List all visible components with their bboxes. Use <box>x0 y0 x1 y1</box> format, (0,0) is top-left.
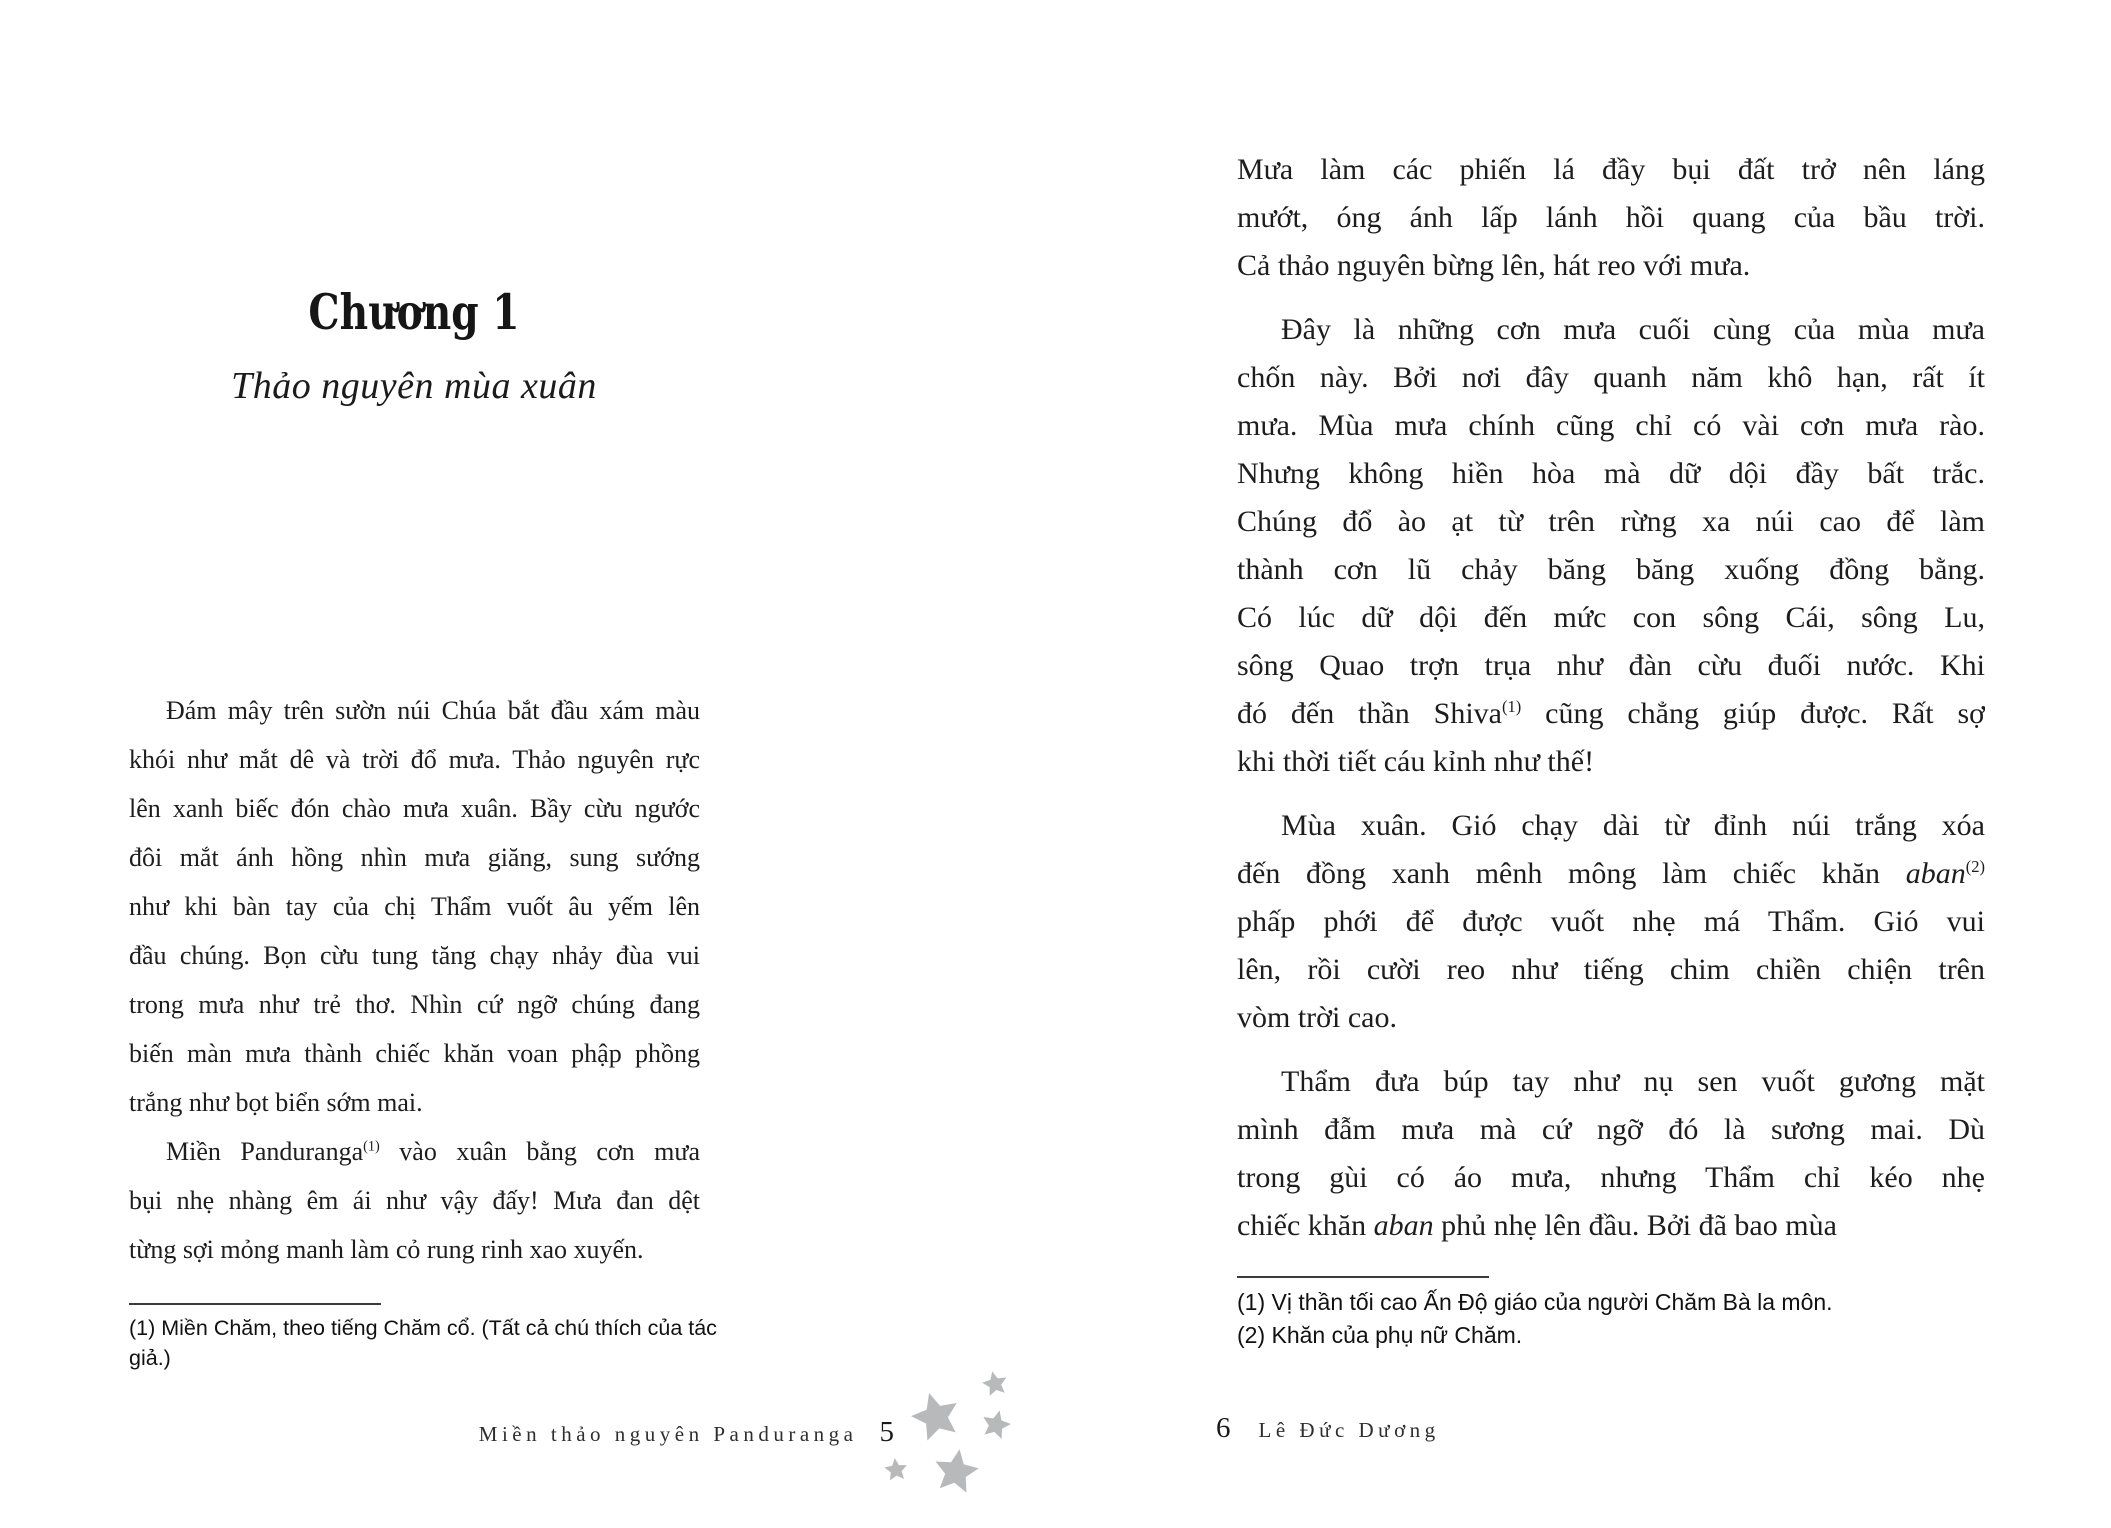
text-line: đó đến thần Shiva$^{(1)}$ cũng chẳng giúp được. Rất sợ <box>1237 697 1985 730</box>
text-line: lên, rồi cười reo như tiếng chim chiền chiện trên <box>1237 953 1985 986</box>
text-line: khi thời tiết cáu kỉnh như thế! <box>1237 745 1595 778</box>
text-line: đến đồng xanh mênh mông làm chiếc khăn aban$^{(2)}$ <box>1237 857 1985 890</box>
text-line: trong mưa như trẻ thơ. Nhìn cứ ngỡ chúng đang <box>129 990 700 1019</box>
chapter-subtitle: Thảo nguyên mùa xuân <box>231 365 597 407</box>
footnote-block-left <box>129 1313 749 1373</box>
star-icon <box>883 1457 908 1481</box>
text-line: Cả thảo nguyên bừng lên, hát reo với mưa. <box>1237 249 1751 282</box>
text-line: từng sợi mỏng manh làm cỏ rung rinh xao xuyến. <box>129 1235 644 1264</box>
text-line: biến màn mưa thành chiếc khăn voan phập phồng <box>129 1039 700 1068</box>
text-line: đôi mắt ánh hồng nhìn mưa giăng, sung sướng <box>129 843 700 872</box>
paragraph <box>1237 802 1985 1042</box>
text-line: Đây là những cơn mưa cuối cùng của mùa mưa <box>1281 313 1985 346</box>
paragraph <box>129 686 700 1127</box>
text-line: Đám mây trên sườn núi Chúa bắt đầu xám màu <box>166 696 700 725</box>
text-line: bụi nhẹ nhàng êm ái như vậy đấy! Mưa đan dệt <box>129 1186 700 1215</box>
page-number-left: 5 <box>879 1416 894 1448</box>
footnote: (1) Vị thần tối cao Ấn Độ giáo của người Chăm Bà la môn. <box>1237 1289 1833 1315</box>
page-number-right: 6 <box>1216 1412 1231 1444</box>
text-line: trong gùi có áo mưa, nhưng Thẩm chỉ kéo nhẹ <box>1237 1161 1985 1194</box>
text-line: Miền Panduranga$^{(1)}$ vào xuân bằng cơn mưa <box>166 1137 700 1166</box>
text-line: trắng như bọt biển sớm mai. <box>129 1088 423 1117</box>
text-line: vòm trời cao. <box>1237 1001 1397 1034</box>
star-icon <box>980 1369 1009 1397</box>
footnote: (1) Miền Chăm, theo tiếng Chăm cổ. (Tất cả chú thích của tác giả.) <box>129 1316 717 1370</box>
page-footer-right <box>1216 1412 1440 1445</box>
footnote: (2) Khăn của phụ nữ Chăm. <box>1237 1322 1523 1348</box>
body-text-right <box>1237 146 1985 1250</box>
star-icon <box>931 1446 981 1494</box>
star-icon <box>906 1386 964 1443</box>
author-name: Lê Đức Dương <box>1258 1418 1440 1442</box>
text-line: Có lúc dữ dội đến mức con sông Cái, sông Lu, <box>1237 601 1985 634</box>
running-title: Miền thảo nguyên Panduranga <box>478 1422 858 1446</box>
body-text-left <box>129 686 700 1274</box>
text-line: thành cơn lũ chảy băng băng xuống đồng bằng. <box>1237 553 1985 586</box>
text-line: đầu chúng. Bọn cừu tung tăng chạy nhảy đùa vui <box>129 941 700 970</box>
chapter-header <box>128 283 700 341</box>
text-line: Mùa xuân. Gió chạy dài từ đỉnh núi trắng xóa <box>1281 809 1985 842</box>
text-line: chốn này. Bởi nơi đây quanh năm khô hạn, rất ít <box>1237 361 1985 394</box>
text-line: chiếc khăn aban phủ nhẹ lên đầu. Bởi đã bao mùa <box>1237 1209 1837 1242</box>
star-decoration <box>858 1358 1048 1520</box>
paragraph <box>1237 1058 1985 1250</box>
paragraph <box>1237 306 1985 786</box>
paragraph <box>1237 146 1985 290</box>
star-icon <box>979 1407 1013 1440</box>
page-footer-left <box>128 1416 894 1449</box>
text-line: Chúng đổ ào ạt từ trên rừng xa núi cao để làm <box>1237 505 1985 538</box>
chapter-title: Chương 1 <box>308 283 520 341</box>
text-line: Mưa làm các phiến lá đầy bụi đất trở nên láng <box>1237 153 1985 186</box>
text-line: như khi bàn tay của chị Thẩm vuốt âu yếm lên <box>129 892 700 921</box>
text-line: mình đẫm mưa mà cứ ngỡ đó là sương mai. Dù <box>1237 1113 1985 1146</box>
text-line: lên xanh biếc đón chào mưa xuân. Bầy cừu ngước <box>129 794 700 823</box>
text-line: mưa. Mùa mưa chính cũng chỉ có vài cơn mưa rào. <box>1237 409 1985 442</box>
footnote-rule <box>1237 1276 1489 1278</box>
footnote-rule <box>129 1303 381 1305</box>
text-line: mướt, óng ánh lấp lánh hồi quang của bầu trời. <box>1237 201 1985 234</box>
paragraph <box>129 1127 700 1274</box>
text-line: sông Quao trợn trụa như đàn cừu đuối nước. Khi <box>1237 649 1985 682</box>
text-line: Nhưng không hiền hòa mà dữ dội đầy bất trắc. <box>1237 457 1985 490</box>
footnote-block-right <box>1237 1286 1985 1352</box>
text-line: Thẩm đưa búp tay như nụ sen vuốt gương mặt <box>1281 1065 1985 1098</box>
text-line: phấp phới để được vuốt nhẹ má Thẩm. Gió vui <box>1237 905 1985 938</box>
text-line: khói như mắt dê và trời đổ mưa. Thảo nguyên rực <box>129 745 700 774</box>
